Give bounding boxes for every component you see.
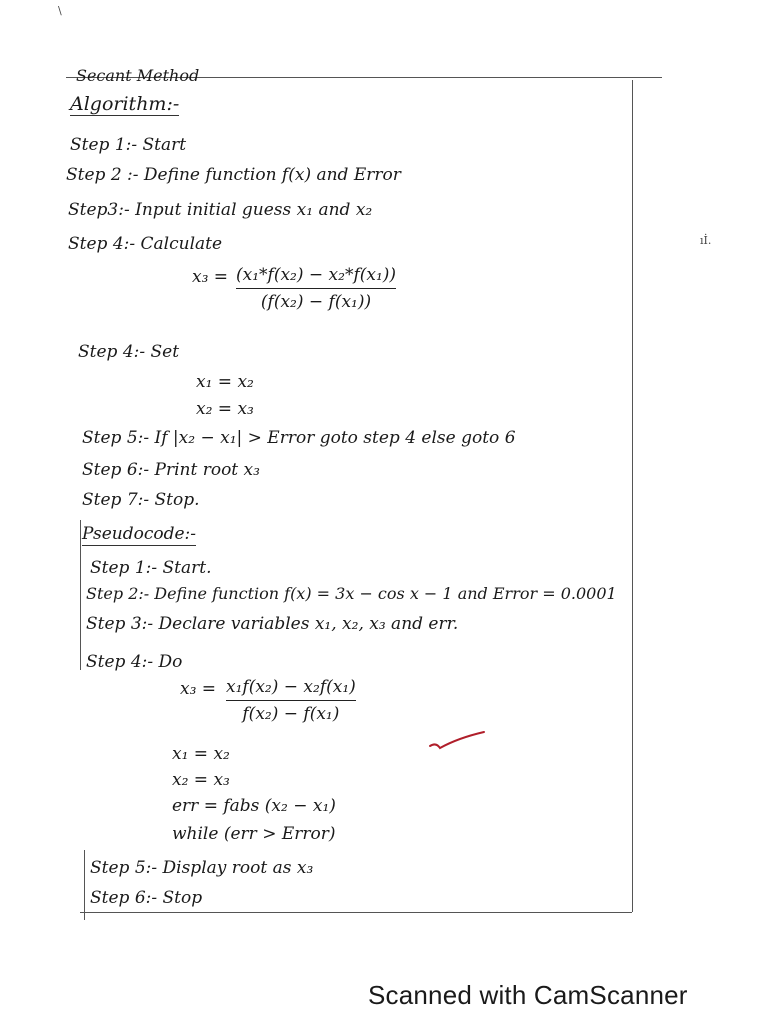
pseudocode-step: Step 3:- Declare variables x₁, x₂, x₃ and err. <box>86 614 459 634</box>
loop-line: while (err > Error) <box>172 824 336 844</box>
algorithm-step: Step 4:- Calculate <box>68 234 223 254</box>
camscanner-watermark: Scanned with CamScanner <box>368 980 688 1010</box>
loop-line: x₁ = x₂ <box>172 744 230 764</box>
formula-denominator: f(x₂) − f(x₁) <box>242 704 340 724</box>
loop-line: err = fabs (x₂ − x₁) <box>172 796 336 816</box>
pseudocode-margin-line <box>80 520 81 670</box>
algorithm-step: Step 4:- Set <box>78 342 180 362</box>
formula-lhs: x₃ = <box>192 267 229 287</box>
algorithm-step: Step 7:- Stop. <box>82 490 200 510</box>
secant-formula <box>236 264 396 313</box>
pseudocode-step: Step 6:- Stop <box>90 888 203 908</box>
formula-numerator: (x₁*f(x₂) − x₂*f(x₁)) <box>236 265 397 285</box>
algorithm-step: Step3:- Input initial guess x₁ and x₂ <box>68 200 373 220</box>
check-mark-icon <box>428 730 488 752</box>
loop-line: x₂ = x₃ <box>172 770 230 790</box>
pseudocode-step: Step 2:- Define function f(x) = 3x − cos x − 1 and Error = 0.0001 <box>86 584 617 603</box>
pseudocode-step: Step 1:- Start. <box>90 558 212 578</box>
assignment-line: x₁ = x₂ <box>196 372 254 392</box>
bottom-rule-line <box>80 912 632 913</box>
algorithm-step: Step 1:- Start <box>70 135 187 155</box>
assignment-line: x₂ = x₃ <box>196 399 254 419</box>
formula-denominator: (f(x₂) − f(x₁)) <box>260 292 372 312</box>
scan-speck: ıİ. <box>700 234 712 247</box>
pseudocode-margin-line-lower <box>84 850 85 920</box>
pseudocode-formula <box>226 676 356 725</box>
right-rule-line <box>632 80 633 912</box>
page-title: Secant Method <box>76 66 200 85</box>
formula-numerator: x₁f(x₂) − x₂f(x₁) <box>226 677 356 697</box>
algorithm-heading: Algorithm:- <box>70 93 180 115</box>
scan-speck: \ <box>58 4 62 17</box>
algorithm-step: Step 6:- Print root x₃ <box>82 460 260 480</box>
pseudocode-step: Step 4:- Do <box>86 652 183 672</box>
pseudocode-heading: Pseudocode:- <box>82 524 197 544</box>
algorithm-step: Step 5:- If |x₂ − x₁| > Error goto step 4 else goto 6 <box>82 428 516 448</box>
pseudocode-step: Step 5:- Display root as x₃ <box>90 858 314 878</box>
fraction-bar <box>226 700 356 701</box>
algorithm-step: Step 2 :- Define function f(x) and Error <box>66 165 401 185</box>
fraction-bar <box>236 288 396 289</box>
formula-lhs: x₃ = <box>180 679 217 699</box>
